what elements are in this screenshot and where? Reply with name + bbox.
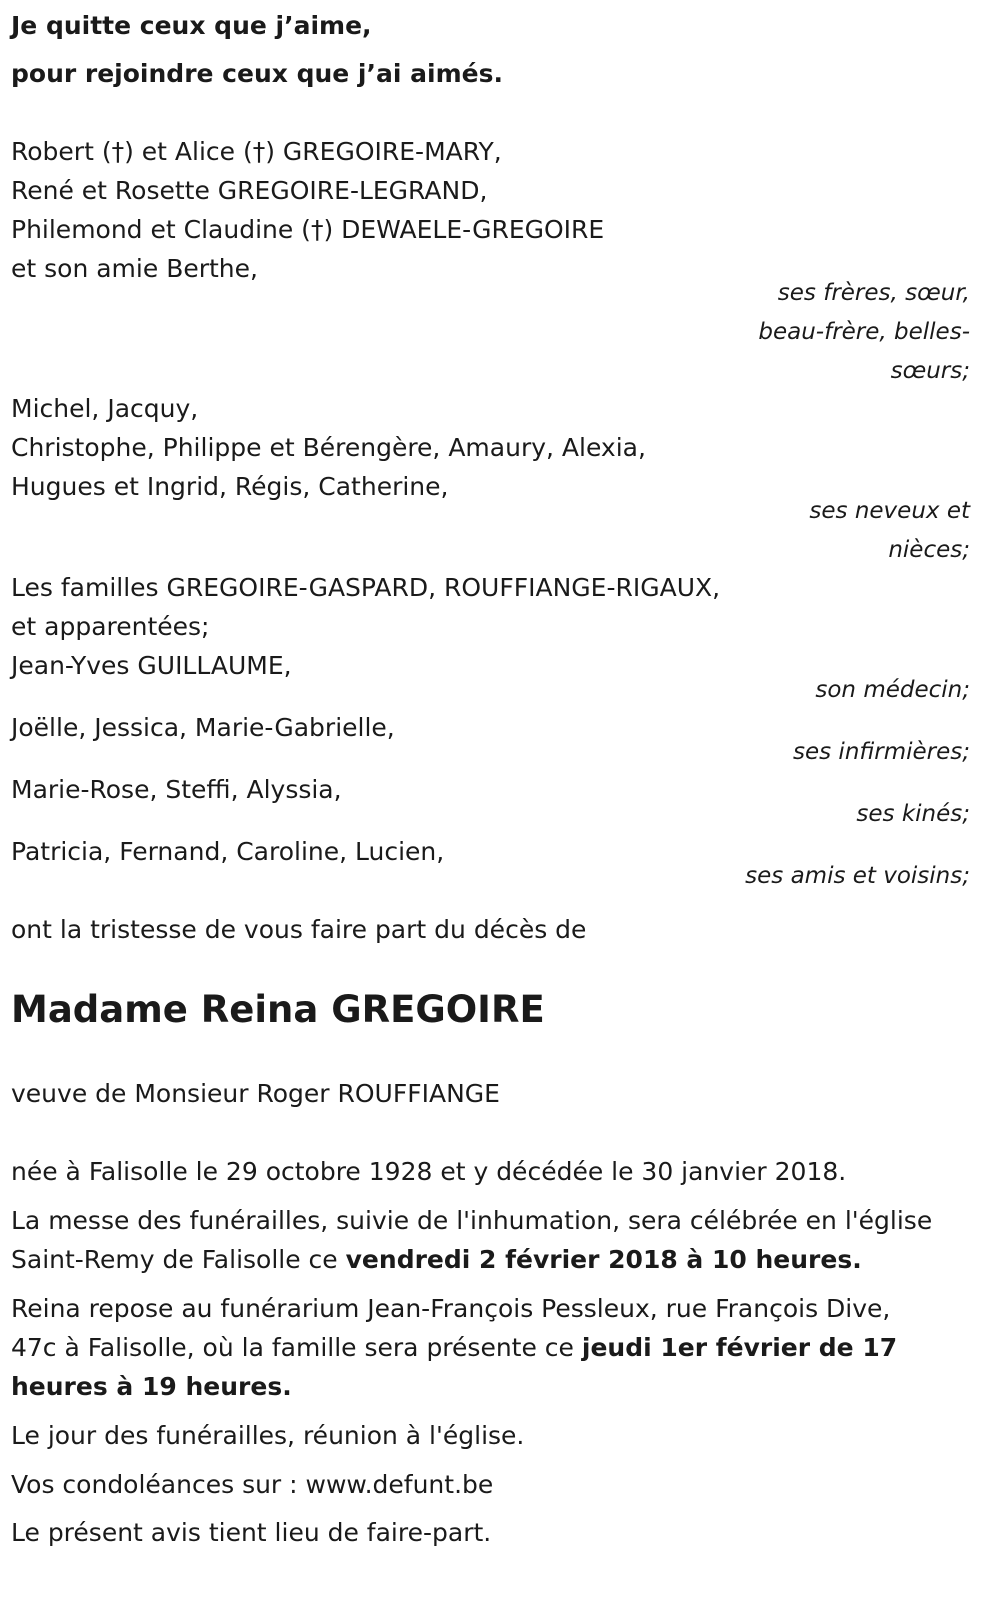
condolences-line: Vos condoléances sur : www.defunt.be [11, 1470, 494, 1499]
relation-label: ses amis et voisins; [745, 863, 970, 889]
relation-label: ses frères, sœur, [777, 280, 970, 306]
widow-line: veuve de Monsieur Roger ROUFFIANGE [11, 1079, 500, 1108]
relation-label: nièces; [888, 537, 970, 563]
meeting-line: Le jour des funérailles, réunion à l'église. [11, 1421, 525, 1450]
family-line: Les familles GREGOIRE-GASPARD, ROUFFIANGE-RIGAUX, [11, 573, 721, 602]
funeral-line: La messe des funérailles, suivie de l'inhumation, sera célébrée en l'église [11, 1206, 933, 1235]
family-line: et apparentées; [11, 612, 210, 641]
family-line: Marie-Rose, Steffi, Alyssia, [11, 775, 342, 804]
family-line: Jean-Yves GUILLAUME, [11, 651, 292, 680]
visitation-text: 47c à Falisolle, où la famille sera présente ce [11, 1333, 582, 1362]
epitaph-line-2: pour rejoindre ceux que j’ai aimés. [11, 59, 503, 88]
deceased-name: Madame Reina GREGOIRE [11, 988, 545, 1031]
relation-label: ses infirmières; [793, 739, 970, 765]
relation-label: son médecin; [815, 677, 970, 703]
family-line: et son amie Berthe, [11, 254, 258, 283]
family-line: Joëlle, Jessica, Marie-Gabrielle, [11, 713, 395, 742]
funeral-text: Saint-Remy de Falisolle ce [11, 1245, 346, 1274]
birth-death-line: née à Falisolle le 29 octobre 1928 et y décédée le 30 janvier 2018. [11, 1157, 847, 1186]
family-line: Hugues et Ingrid, Régis, Catherine, [11, 472, 449, 501]
relation-label: sœurs; [890, 358, 970, 384]
family-line: René et Rosette GREGOIRE-LEGRAND, [11, 176, 488, 205]
family-line: Patricia, Fernand, Caroline, Lucien, [11, 837, 445, 866]
notice-line: Le présent avis tient lieu de faire-part. [11, 1518, 492, 1547]
relation-label: beau-frère, belles- [758, 319, 970, 345]
funeral-line [11, 1245, 862, 1275]
visitation-line: Reina repose au funérarium Jean-François Pessleux, rue François Dive, [11, 1294, 891, 1323]
funeral-date: vendredi 2 février 2018 à 10 heures. [345, 1245, 862, 1274]
family-line: Michel, Jacquy, [11, 394, 199, 423]
relation-label: ses neveux et [809, 498, 970, 524]
relation-label: ses kinés; [856, 801, 970, 827]
announcement: ont la tristesse de vous faire part du décès de [11, 915, 587, 944]
visitation-time: jeudi 1er février de 17 [581, 1333, 898, 1362]
visitation-time: heures à 19 heures. [11, 1372, 292, 1401]
epitaph-line-1: Je quitte ceux que j’aime, [11, 11, 372, 40]
family-line: Robert (†) et Alice (†) GREGOIRE-MARY, [11, 137, 502, 166]
visitation-line [11, 1333, 897, 1363]
family-line: Christophe, Philippe et Bérengère, Amaury, Alexia, [11, 433, 646, 462]
family-line: Philemond et Claudine (†) DEWAELE-GREGOIRE [11, 215, 605, 244]
